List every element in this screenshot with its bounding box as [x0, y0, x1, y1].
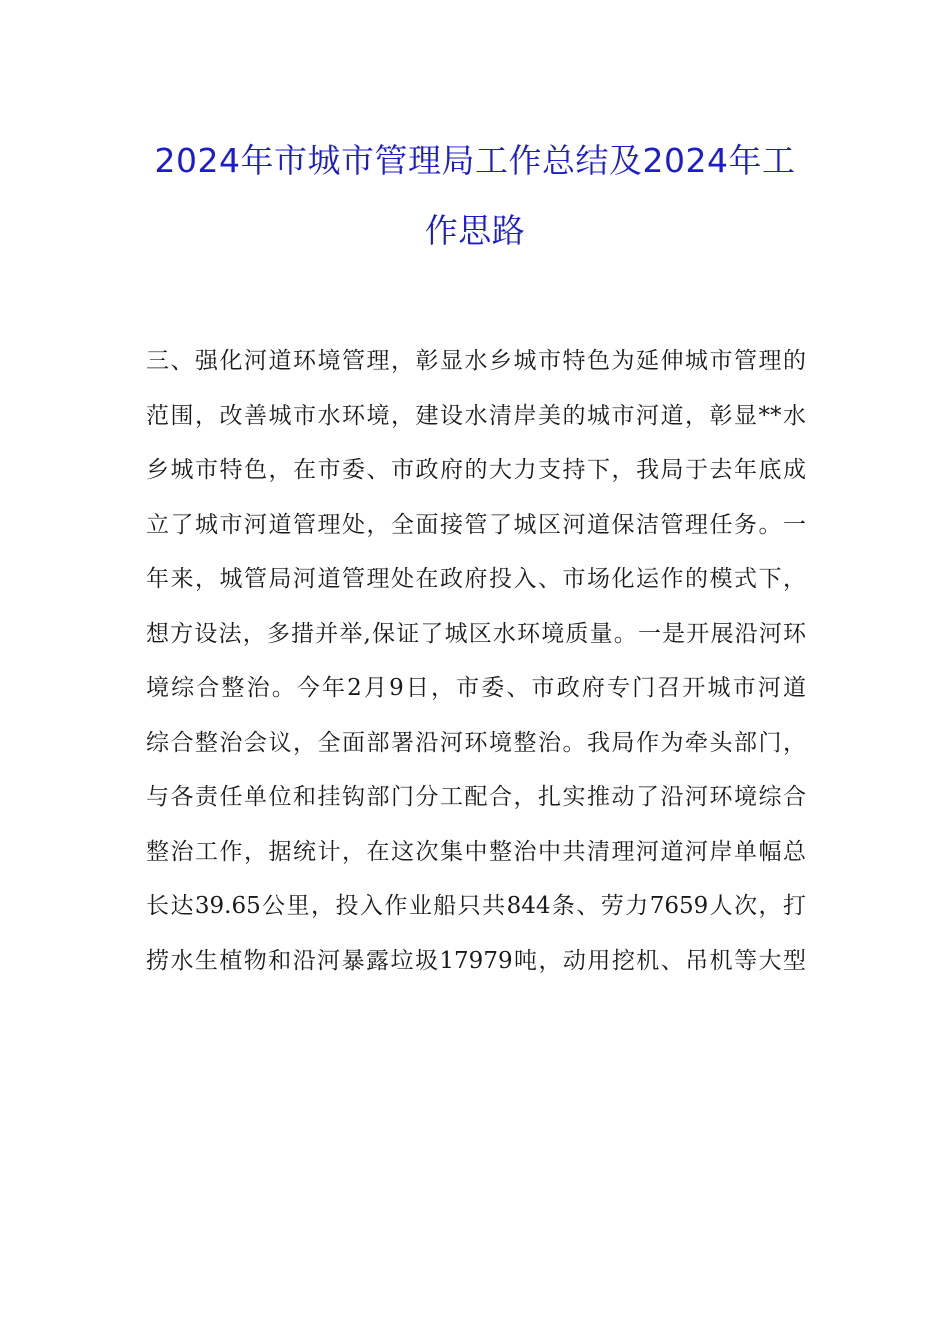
- body-line-7: 境综合整治。今年2月9日，市委、市政府专门召开城市河道: [146, 675, 806, 701]
- document-title: [110, 126, 840, 266]
- body-line-4: 立了城市河道管理处，全面接管了城区河道保洁管理任务。一: [146, 511, 806, 538]
- body-line-5: 年来，城管局河道管理处在政府投入、市场化运作的模式下，: [146, 566, 806, 592]
- body-line-6: 想方设法，多措并举,保证了城区水环境质量。一是开展沿河环: [146, 620, 806, 647]
- body-paragraph: [146, 334, 806, 988]
- body-line-9: 与各责任单位和挂钩部门分工配合，扎实推动了沿河环境综合: [146, 784, 806, 810]
- body-line-3: 乡城市特色，在市委、市政府的大力支持下，我局于去年底成: [146, 457, 806, 483]
- body-line-8: 综合整治会议，全面部署沿河环境整治。我局作为牵头部门，: [146, 729, 806, 756]
- body-line-12: 捞水生植物和沿河暴露垃圾17979吨，动用挖机、吊机等大型: [146, 947, 806, 974]
- body-line-1: 三、强化河道环境管理，彰显水乡城市特色为延伸城市管理的: [146, 348, 806, 374]
- body-line-11: 长达39.65公里，投入作业船只共844条、劳力7659人次，打: [146, 893, 806, 919]
- title-line-2: 作思路: [424, 211, 526, 250]
- body-line-10: 整治工作，据统计，在这次集中整治中共清理河道河岸单幅总: [146, 838, 806, 865]
- body-line-2: 范围，改善城市水环境，建设水清岸美的城市河道，彰显**水: [146, 402, 806, 429]
- title-line-1: 2024年市城市管理局工作总结及2024年工: [154, 141, 796, 180]
